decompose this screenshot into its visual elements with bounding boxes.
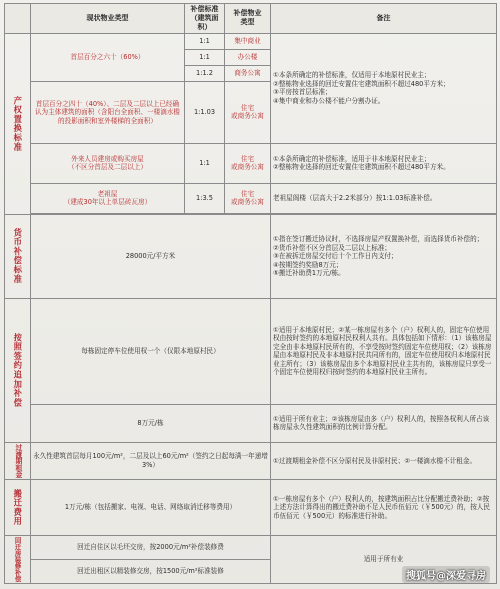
row1-prop-a: 集中商业: [225, 33, 271, 49]
signing-bonus-std: 8万元/栋: [31, 404, 271, 442]
table-row: [5, 33, 497, 49]
row2-std: 1:1.03: [185, 81, 225, 143]
row2-prop: 住宅 或商务公寓: [225, 81, 271, 143]
section-property: 产权置换标准: [5, 33, 31, 214]
row2-type: 首层百分之四十（40%）、二层及二层以上已经确认为主体建筑的面积（含阳台全面积、一楼滴水檐的投影面积和室外楼梯的全面积）: [31, 81, 185, 143]
row4-prop: 住宅 或商务公寓: [225, 183, 271, 213]
moving-std: 1万元/栋（包括搬家、电视、电话、网络取消迁移等费用）: [31, 479, 271, 535]
row1-std-b: 1:1: [185, 49, 225, 65]
row3-prop: 住宅 或商务公寓: [225, 143, 271, 183]
watermark: 搜狐号@深爱寻房: [402, 566, 490, 583]
row4-std: 1:3.5: [185, 183, 225, 213]
currency-std: 28000元/平方米: [31, 214, 271, 298]
decoration-note: 适用于所有业: [271, 535, 497, 583]
moving-note: ①一栋房屋有多个（户）权利人的，按建筑面积占比分配搬迁费补助；②按上述方法计算得出的搬迁费补助不足人民币伍佰元（￥500元）的，按人民币伍佰元（￥500元）的标准进行补助。: [271, 479, 497, 535]
parking-std: 每栋固定停车位使用权一个（仅限本地原村民）: [31, 298, 271, 404]
decoration-std-b: 回迁出租区以精装修交房，按1500元/m²标准装修: [31, 559, 271, 583]
row3-note: ①本条所确定的补偿标准，适用于非本地原村民业主； ②整栋物业选择的回迁安置住宅建筑面积不超过480平方米。: [271, 143, 497, 183]
compensation-table: [4, 3, 497, 584]
header-property-type: 补偿物业 类型: [225, 4, 271, 34]
header-blank: [5, 4, 31, 34]
section-transition: 过渡期租金: [5, 442, 31, 479]
table-row: [5, 183, 497, 213]
table-header-row: [5, 4, 497, 34]
header-standard: 补偿标准 （建筑面积）: [185, 4, 225, 34]
parking-note: ①适用于本地原村民；②某一栋房屋有多个（户）权利人的，固定车位使用权由按时签约的本地原村民权利人共有。具体包括如下情形：（1）该栋房屋完全由非本地原村民所有的，不享受按时签约固定车位使用权；（2）该栋房屋由本地原村民及非本地原村民共同所有的，固定车位使用权归本地原村民业主所有；（3）该栋房屋由多个本地原村民业主共有的，该栋房屋只享受一个固定车位使用权归按时签约的本地原村民业主所有。: [271, 298, 497, 404]
row4-type: 老祖屋 （建成30年以上单层砖瓦房）: [31, 183, 185, 213]
transition-note: ①过渡期租金补偿不区分原村民及非原村民；②一楼滴水檐不计租金。: [271, 442, 497, 479]
row1-std-c: 1:1.2: [185, 65, 225, 81]
row1-type: 首层百分之六十（60%）: [31, 33, 185, 81]
transition-std: 永久性建筑首层每月100元/m²，二层及以上60元/m²（签约之日起每满一年递增3%）: [31, 442, 271, 479]
row4-note: 老祖屋阁楼（层高大于2.2米部分）按1:1.03标准补偿。: [271, 183, 497, 213]
table-row: [5, 479, 497, 535]
table-row: [5, 143, 497, 183]
table-row: [5, 298, 497, 404]
row1-prop-c: 商务公寓: [225, 65, 271, 81]
table-row: [5, 442, 497, 479]
signing-bonus-note: ①适用于所有业主；②该栋房屋由多（户）权利人的，按照各权利人所占该栋房屋永久性建筑面积的比例计算分配。: [271, 404, 497, 442]
row1-note: ①本条所确定的补偿标准，仅适用于本地原村民业主； ②整栋物业选择的回迁安置住宅建筑面积不超过480平方米； ③平房按首层标准； ④集中商业和办公楼不能户分割办证。: [271, 33, 497, 143]
decoration-std-a: 回迁自住区以毛坯交房，按2000元/m²补偿装修费: [31, 535, 271, 559]
header-type: 现状物业类型: [31, 4, 185, 34]
section-parking: 按照签约追加补偿: [5, 298, 31, 442]
row3-type: 外来人员建房或购买房屋 （不区分首层及二层以上）: [31, 143, 185, 183]
table-row: [5, 535, 497, 559]
table-row: [5, 404, 497, 442]
row1-std-a: 1:1: [185, 33, 225, 49]
section-moving: 搬迁费用: [5, 479, 31, 535]
row3-std: 1:1: [185, 143, 225, 183]
row1-prop-b: 办公楼: [225, 49, 271, 65]
table-row: [5, 214, 497, 298]
header-note: 备注: [271, 4, 497, 34]
currency-note: ①指在签订搬迁协议时，不选择房屋产权置换补偿，而选择货币补偿的； ②货币补偿不区分首层及二层以上标准； ③在被拆迁房屋交付后十个工作日内支付； ④按期签约奖励8万元； ⑤搬迁补助费1万元/栋。: [271, 214, 497, 298]
section-currency: 货币补偿标准: [5, 214, 31, 298]
section-decoration: 回迁房装修补偿: [5, 535, 31, 583]
